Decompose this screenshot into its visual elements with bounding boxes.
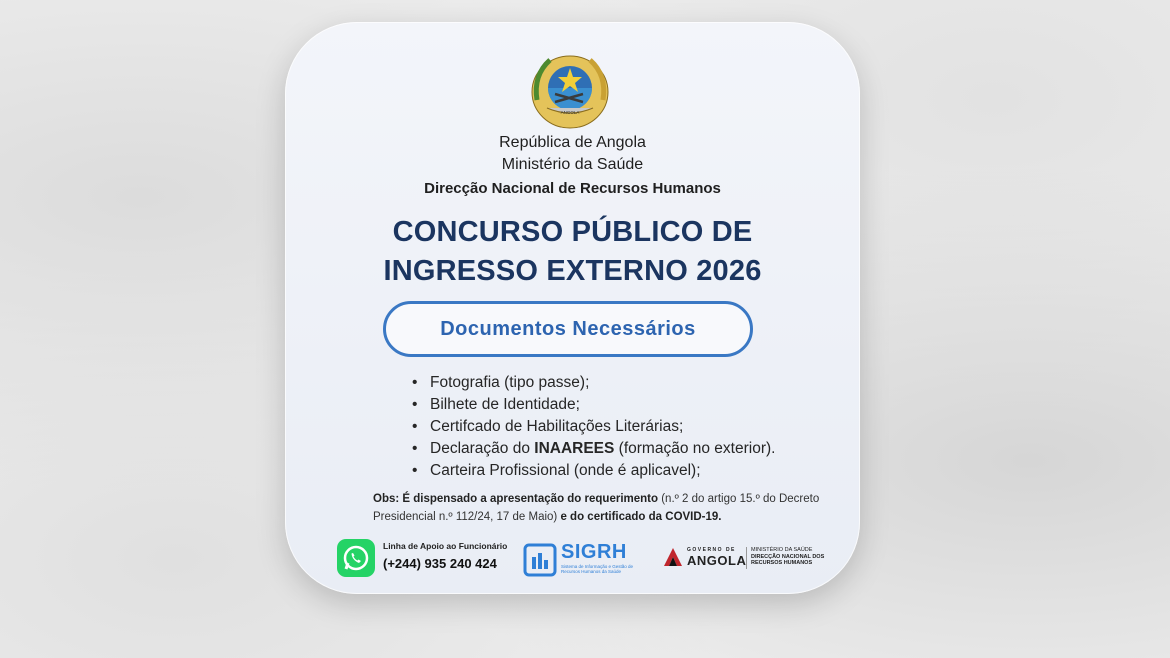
support-phone[interactable]: (+244) 935 240 424 xyxy=(383,556,497,571)
list-item: • Declaração do INAAREES (formação no exterior). xyxy=(412,440,776,457)
sigrh-logo: SIGRH Sistema de Informação e Gestão de Recursos Humanos da Saúde xyxy=(523,541,638,577)
documents-list xyxy=(412,372,775,482)
list-item: • Fotografia (tipo passe); xyxy=(412,374,590,391)
header-directorate: Direcção Nacional de Recursos Humanos xyxy=(424,180,721,197)
list-item: • Carteira Profissional (onde é aplicavel); xyxy=(412,462,701,479)
header-ministry: Ministério da Saúde xyxy=(501,156,644,173)
header-country: República de Angola xyxy=(499,134,646,151)
observation-note: Obs: É dispensado a apresentação do requerimento (n.º 2 do artigo 15.º do Decreto Presidencial n.º 112/24, 17 de Maio) e do certificado da COVID-19. xyxy=(373,493,820,523)
title-line-2: INGRESSO EXTERNO 2026 xyxy=(383,255,762,287)
section-label-pill: Documentos Necessários xyxy=(383,301,753,357)
footer xyxy=(285,535,860,581)
ministry-label: MINISTÉRIO DA SAÚDE DIRECÇÃO NACIONAL DOS RECURSOS HUMANOS xyxy=(751,547,825,566)
support-line xyxy=(383,541,507,571)
title-line-1: CONCURSO PÚBLICO DE xyxy=(392,216,753,248)
announcement-card xyxy=(285,22,860,594)
list-item: • Bilhete de Identidade; xyxy=(412,396,580,413)
divider xyxy=(746,547,747,569)
angola-a-icon xyxy=(663,547,683,567)
government-logo: GOVERNO DE ANGOLA MINISTÉRIO DA SAÚDE DIRECÇÃO NACIONAL DOS RECURSOS HUMANOS xyxy=(663,545,843,575)
svg-text:ANGOLA: ANGOLA xyxy=(560,110,580,115)
list-item: • Certifcado de Habilitações Literárias; xyxy=(412,418,684,435)
angola-coat-of-arms-icon xyxy=(525,50,615,132)
support-label: Linha de Apoio ao Funcionário xyxy=(383,541,508,551)
whatsapp-icon[interactable] xyxy=(337,539,375,577)
sigrh-icon xyxy=(523,543,557,577)
